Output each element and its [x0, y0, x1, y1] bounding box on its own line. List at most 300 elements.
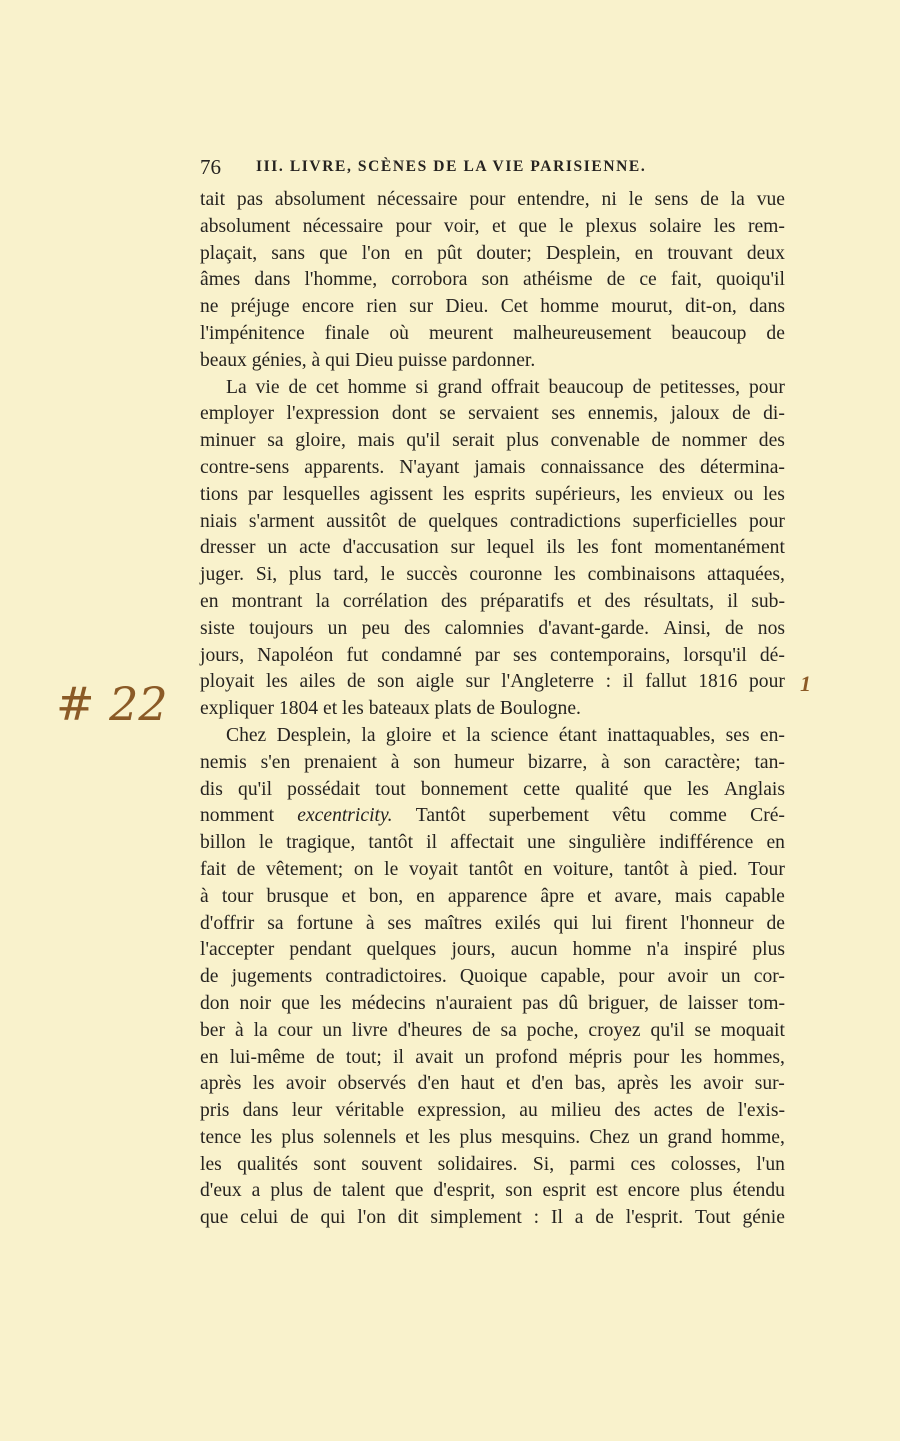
- word: pour: [748, 510, 785, 532]
- text-line: [200, 937, 785, 964]
- word: s'en: [260, 751, 291, 773]
- word: de: [766, 322, 785, 344]
- word: serait: [452, 430, 495, 452]
- word: dresser: [200, 537, 256, 559]
- word: pas: [522, 992, 549, 1014]
- word: sa: [267, 912, 284, 934]
- word: et: [491, 215, 507, 237]
- word: cor-: [753, 966, 785, 988]
- word: solaire: [649, 215, 702, 237]
- word: pris: [200, 1100, 230, 1122]
- word: par: [474, 644, 500, 666]
- word: gloire,: [295, 430, 346, 452]
- word: des: [758, 430, 785, 452]
- word: dé-: [759, 644, 785, 666]
- word: en: [416, 885, 435, 907]
- word: pour: [618, 966, 655, 988]
- word: plaçait,: [200, 242, 258, 264]
- text-line: [200, 1045, 785, 1072]
- word: des: [658, 456, 686, 478]
- word: plus: [690, 1180, 723, 1202]
- text-line: [200, 348, 785, 375]
- word: capable,: [540, 966, 606, 988]
- word: plexus: [585, 215, 637, 237]
- word: nécessaire: [377, 189, 458, 210]
- word: on: [353, 858, 374, 880]
- word: de: [595, 1207, 614, 1229]
- word: puisse: [398, 349, 452, 371]
- word: de: [632, 376, 652, 398]
- word: détermina-: [700, 456, 785, 478]
- word: pendant: [289, 939, 352, 961]
- word: fallut: [645, 671, 687, 693]
- text-line: [200, 750, 785, 777]
- word: le: [628, 189, 643, 210]
- word: pas: [236, 189, 264, 210]
- word: noir: [239, 992, 272, 1014]
- word: tan-: [754, 751, 785, 773]
- word: rien: [366, 296, 397, 318]
- word: de: [288, 376, 307, 398]
- word: tantôt: [468, 858, 514, 880]
- word: un: [322, 1019, 342, 1041]
- word: l'on: [357, 1207, 386, 1229]
- word: acte: [299, 537, 331, 559]
- word: Chez: [226, 724, 267, 746]
- word: en: [766, 832, 785, 854]
- word: de: [659, 992, 678, 1014]
- word: sont: [313, 1153, 347, 1175]
- word: pour: [395, 215, 432, 237]
- word: homme: [540, 296, 599, 318]
- word: le: [559, 215, 574, 237]
- word: toujours: [249, 617, 314, 639]
- word: les: [428, 1126, 451, 1148]
- word: l'impénitence: [200, 322, 305, 344]
- word: son: [481, 269, 509, 291]
- word: nommer: [681, 430, 748, 452]
- word: sur-: [754, 1073, 785, 1095]
- word: se: [694, 1019, 711, 1041]
- word: à: [601, 751, 610, 773]
- word: à: [390, 751, 400, 773]
- word: 1804: [278, 698, 323, 720]
- text-line: [200, 589, 785, 616]
- word: tait: [200, 189, 226, 210]
- word: l'on: [361, 242, 391, 264]
- word: un: [638, 1126, 659, 1148]
- word: qu'il: [406, 430, 441, 452]
- word: connaissance: [540, 456, 644, 478]
- word: avait: [415, 1046, 454, 1068]
- word: cet: [315, 376, 339, 398]
- word: ces: [630, 1153, 656, 1175]
- word: poche,: [526, 1019, 579, 1041]
- word: son: [623, 751, 651, 773]
- word: véritable: [335, 1100, 405, 1122]
- word: dont: [391, 403, 427, 425]
- word: malheureusement: [513, 322, 652, 344]
- word: un: [464, 1046, 485, 1068]
- word: dis: [200, 778, 223, 800]
- word: mépris: [568, 1046, 623, 1068]
- word: de: [732, 403, 751, 425]
- word: douter;: [476, 242, 532, 264]
- word: haut: [460, 1073, 495, 1095]
- word: lui: [591, 912, 613, 934]
- word: que: [395, 1180, 424, 1202]
- text-line: [200, 267, 785, 294]
- word: convenable: [550, 430, 640, 452]
- word: ennemis,: [587, 403, 659, 425]
- word: observés: [337, 1073, 407, 1095]
- word: l'un: [756, 1153, 785, 1175]
- word: Cet: [500, 296, 528, 318]
- word: des: [404, 617, 431, 639]
- word: absolument: [274, 189, 366, 210]
- word: contemporains,: [550, 644, 671, 666]
- word: aussitôt: [326, 510, 387, 532]
- text-line: [200, 375, 785, 402]
- word: firent: [625, 912, 668, 934]
- word: contre-sens: [200, 456, 290, 478]
- word: pour: [749, 671, 785, 693]
- word: simplement: [430, 1207, 522, 1229]
- word: colosses,: [670, 1153, 742, 1175]
- word: sa: [500, 1019, 517, 1041]
- word: jugements: [231, 966, 313, 988]
- word: beaucoup: [548, 376, 624, 398]
- word: N'ayant: [399, 456, 460, 478]
- word: minuer: [200, 430, 256, 452]
- word: un: [327, 617, 348, 639]
- word: n'a: [646, 939, 669, 961]
- word: homme,: [721, 1126, 785, 1148]
- word: actes: [653, 1100, 693, 1122]
- word: la: [253, 1019, 268, 1041]
- word: en: [200, 590, 219, 612]
- word: briguer,: [588, 992, 649, 1014]
- word: superficielles: [632, 510, 738, 532]
- word: mais: [357, 430, 395, 452]
- word: croyez: [588, 1019, 641, 1041]
- word: d'heures: [397, 1019, 463, 1041]
- word: singulière: [568, 832, 646, 854]
- word: bateaux: [368, 698, 435, 720]
- word: après: [200, 1073, 242, 1095]
- page-number: 76: [200, 155, 221, 179]
- word: qu'il: [650, 1019, 685, 1041]
- word: Il: [550, 1207, 563, 1229]
- word: agissent: [369, 483, 433, 505]
- word: aucun: [510, 939, 558, 961]
- word: brusque: [266, 885, 329, 907]
- running-header: [200, 155, 785, 181]
- word: lorsqu'il: [683, 644, 747, 666]
- word: tout;: [345, 1046, 382, 1068]
- word: employer: [200, 403, 274, 425]
- word: hommes,: [713, 1046, 785, 1068]
- word: don: [200, 992, 230, 1014]
- word: les: [630, 483, 653, 505]
- text-line: [200, 669, 785, 696]
- word: inspiré: [683, 939, 738, 961]
- text-line: [200, 241, 785, 268]
- word: quelques: [366, 939, 437, 961]
- word: tout: [375, 778, 406, 800]
- word: dit-on,: [685, 296, 737, 318]
- word: apparence: [447, 885, 528, 907]
- word: vêtement;: [265, 858, 344, 880]
- word: momentanément: [654, 537, 785, 559]
- word: jours,: [451, 939, 496, 961]
- word: talent: [341, 1180, 386, 1202]
- word: apparents.: [304, 456, 385, 478]
- word: à: [679, 858, 689, 880]
- word: esprits: [474, 483, 526, 505]
- text-line: [200, 562, 785, 589]
- word: maîtres: [424, 912, 483, 934]
- word: ils: [546, 537, 566, 559]
- word: des: [614, 1100, 641, 1122]
- text-line: [200, 803, 785, 830]
- word: bonnement: [420, 778, 508, 800]
- word: en: [200, 1046, 219, 1068]
- text-line: [200, 401, 785, 428]
- word: et: [405, 1126, 420, 1148]
- text-line: [200, 535, 785, 562]
- word: Quoique: [459, 966, 528, 988]
- word: celui: [240, 1207, 279, 1229]
- word: deux: [746, 242, 785, 264]
- text-line: [200, 455, 785, 482]
- word: tions: [200, 483, 239, 505]
- word: les: [252, 1073, 275, 1095]
- word: en: [634, 242, 654, 264]
- word: tantôt: [368, 832, 414, 854]
- word: des: [604, 590, 631, 612]
- word: de: [290, 1207, 309, 1229]
- word: beaux: [200, 349, 252, 371]
- word: gloire: [385, 724, 432, 746]
- word: beaucoup: [671, 322, 747, 344]
- word: livre: [351, 1019, 388, 1041]
- word: Dieu.: [445, 296, 489, 318]
- word: bon,: [368, 885, 404, 907]
- word: offrait: [491, 376, 540, 398]
- word: il: [622, 671, 634, 693]
- word: à: [234, 1019, 244, 1041]
- word: ailes: [299, 671, 336, 693]
- text-line: [200, 428, 785, 455]
- word: avoir: [285, 1073, 327, 1095]
- word: âpre: [540, 885, 575, 907]
- text-line: [200, 1152, 785, 1179]
- word: a: [574, 1207, 584, 1229]
- text-line: [200, 777, 785, 804]
- word: quelques: [428, 510, 498, 532]
- word: fait,: [670, 269, 702, 291]
- word: inattaquables,: [607, 724, 716, 746]
- word: Cré-: [750, 805, 785, 827]
- word: solennels: [323, 1126, 397, 1148]
- text-line: [200, 991, 785, 1018]
- word: en: [523, 858, 543, 880]
- word: à: [200, 885, 209, 907]
- word: ce: [639, 269, 657, 291]
- word: ses: [513, 644, 537, 666]
- word: de: [313, 1180, 332, 1202]
- word: sa: [267, 430, 284, 452]
- word: ber: [200, 1019, 226, 1041]
- word: possédait: [287, 778, 361, 800]
- word: plus: [288, 564, 322, 586]
- text-line: [200, 884, 785, 911]
- word: cour: [277, 1019, 313, 1041]
- word: ne: [200, 296, 219, 318]
- word: Chez: [589, 1126, 630, 1148]
- word: bas,: [574, 1073, 606, 1095]
- handwritten-correction: 1: [800, 671, 811, 696]
- word: laisser: [687, 992, 738, 1014]
- word: qui: [325, 349, 356, 371]
- word: génie: [742, 1207, 785, 1229]
- word: sur: [450, 537, 475, 559]
- word: rem-: [747, 215, 785, 237]
- word: se: [439, 403, 456, 425]
- word: les: [669, 1073, 692, 1095]
- text-line: [200, 321, 785, 348]
- body-text: [200, 187, 785, 1232]
- word: d'avant-garde.: [538, 617, 650, 639]
- word: tour: [221, 885, 254, 907]
- word: ou: [733, 483, 754, 505]
- word: a: [251, 1180, 261, 1202]
- word: en-: [759, 724, 785, 746]
- word: tantôt: [624, 858, 669, 880]
- word: billon: [200, 832, 246, 854]
- word: Ainsi,: [663, 617, 711, 639]
- word: succès: [406, 564, 458, 586]
- word: les: [554, 564, 576, 586]
- word: voyait: [408, 858, 458, 880]
- word: dit: [397, 1207, 419, 1229]
- word: fait: [200, 858, 227, 880]
- word: les: [250, 1126, 273, 1148]
- word: tard,: [333, 564, 369, 586]
- text-line: [200, 857, 785, 884]
- word: mourut,: [611, 296, 673, 318]
- word: ses: [551, 403, 576, 425]
- word: jamais: [474, 456, 526, 478]
- word: où: [389, 322, 409, 344]
- word: à: [311, 349, 326, 371]
- word: les: [680, 1046, 703, 1068]
- text-line: [200, 1071, 785, 1098]
- word: il: [426, 832, 438, 854]
- word: La: [226, 376, 247, 398]
- word: l'expression: [286, 403, 380, 425]
- word: encore: [301, 296, 355, 318]
- word: sur: [409, 296, 434, 318]
- word: que: [281, 992, 310, 1014]
- handwritten-margin-note: # 22: [56, 677, 168, 731]
- word: comme: [669, 805, 727, 827]
- word: solidaires.: [437, 1153, 518, 1175]
- word: de: [766, 912, 785, 934]
- italic-word: excentricity.: [297, 805, 393, 827]
- word: tence: [200, 1126, 242, 1148]
- word: exilés: [494, 912, 541, 934]
- word: homme: [347, 376, 407, 398]
- word: couronne: [469, 564, 543, 586]
- word: de: [472, 1019, 491, 1041]
- word: niais: [200, 510, 238, 532]
- word: le: [384, 858, 399, 880]
- word: servaient: [468, 403, 539, 425]
- word: contradictoires.: [325, 966, 447, 988]
- text-line: [200, 294, 785, 321]
- word: capable: [725, 885, 785, 907]
- word: n'auraient: [435, 992, 513, 1014]
- word: quoiqu'il: [716, 269, 785, 291]
- word: que: [200, 1207, 229, 1229]
- word: nomment: [200, 805, 275, 827]
- word: athéisme: [522, 269, 593, 291]
- word: de: [236, 858, 256, 880]
- word: sub-: [751, 590, 785, 612]
- word: avare,: [614, 885, 662, 907]
- word: d'offrir: [200, 912, 255, 934]
- word: les: [200, 1153, 222, 1175]
- word: voir,: [443, 215, 480, 237]
- word: ses: [387, 912, 412, 934]
- word: est: [596, 1180, 618, 1202]
- text-line: [200, 696, 785, 723]
- word: plus: [506, 430, 539, 452]
- word: qu'il: [238, 778, 273, 800]
- word: voiture,: [553, 858, 614, 880]
- word: Anglais: [724, 778, 785, 800]
- word: meurent: [428, 322, 494, 344]
- word: mais: [674, 885, 712, 907]
- word: la: [361, 724, 376, 746]
- word: profond: [495, 1046, 558, 1068]
- word: dû: [558, 992, 579, 1014]
- word: il: [727, 590, 739, 612]
- word: lesquelles: [282, 483, 360, 505]
- word: supérieurs,: [535, 483, 621, 505]
- word: de: [706, 1100, 725, 1122]
- word: corrobora: [391, 269, 468, 291]
- word: par: [247, 483, 273, 505]
- word: souvent: [361, 1153, 423, 1175]
- word: peu: [361, 617, 390, 639]
- word: le: [380, 564, 395, 586]
- word: affectait: [450, 832, 515, 854]
- word: corrélation: [342, 590, 428, 612]
- text-line: [200, 187, 785, 214]
- word: plus: [459, 1126, 493, 1148]
- word: étendu: [732, 1180, 785, 1202]
- word: milieu: [551, 1100, 602, 1122]
- text-line: [200, 1125, 785, 1152]
- text-line: [200, 964, 785, 991]
- word: les: [577, 537, 599, 559]
- word: calomnies: [444, 617, 525, 639]
- word: des: [440, 590, 468, 612]
- text-line: [200, 1098, 785, 1125]
